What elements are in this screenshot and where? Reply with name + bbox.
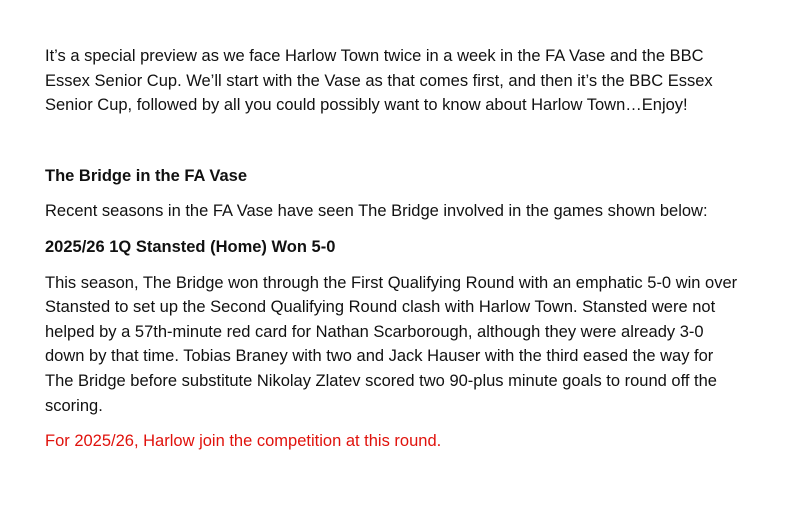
section-heading: The Bridge in the FA Vase (45, 166, 248, 185)
article-body (45, 44, 745, 454)
intro-paragraph: It’s a special preview as we face Harlow Town twice in a week in the FA Vase and the BBC Essex Senior Cup. We’ll start with the Vase as that comes first, and then it’s the BBC Essex Senior Cup, followed by all you could possibly want to know about Harlow Town…Enjoy! (45, 47, 713, 115)
match-title: 2025/26 1Q Stansted (Home) Won 5-0 (45, 237, 336, 256)
section-intro-paragraph: Recent seasons in the FA Vase have seen The Bridge involved in the games shown below: (45, 202, 708, 221)
match-report-paragraph: This season, The Bridge won through the First Qualifying Round with an emphatic 5-0 win over Stansted to set up the Second Qualifying Round clash with Harlow Town. Stansted were not helped by a 57th-minute red card for Nathan Scarborough, although they were already 3-0 down by that time. Tobias Braney with two and Jack Hauser with the third eased the way for The Bridge before substitute Nikolay Zlatev scored two 90-plus minute goals to round off the scoring. (45, 273, 738, 415)
highlight-note: For 2025/26, Harlow join the competition at this round. (45, 432, 442, 451)
